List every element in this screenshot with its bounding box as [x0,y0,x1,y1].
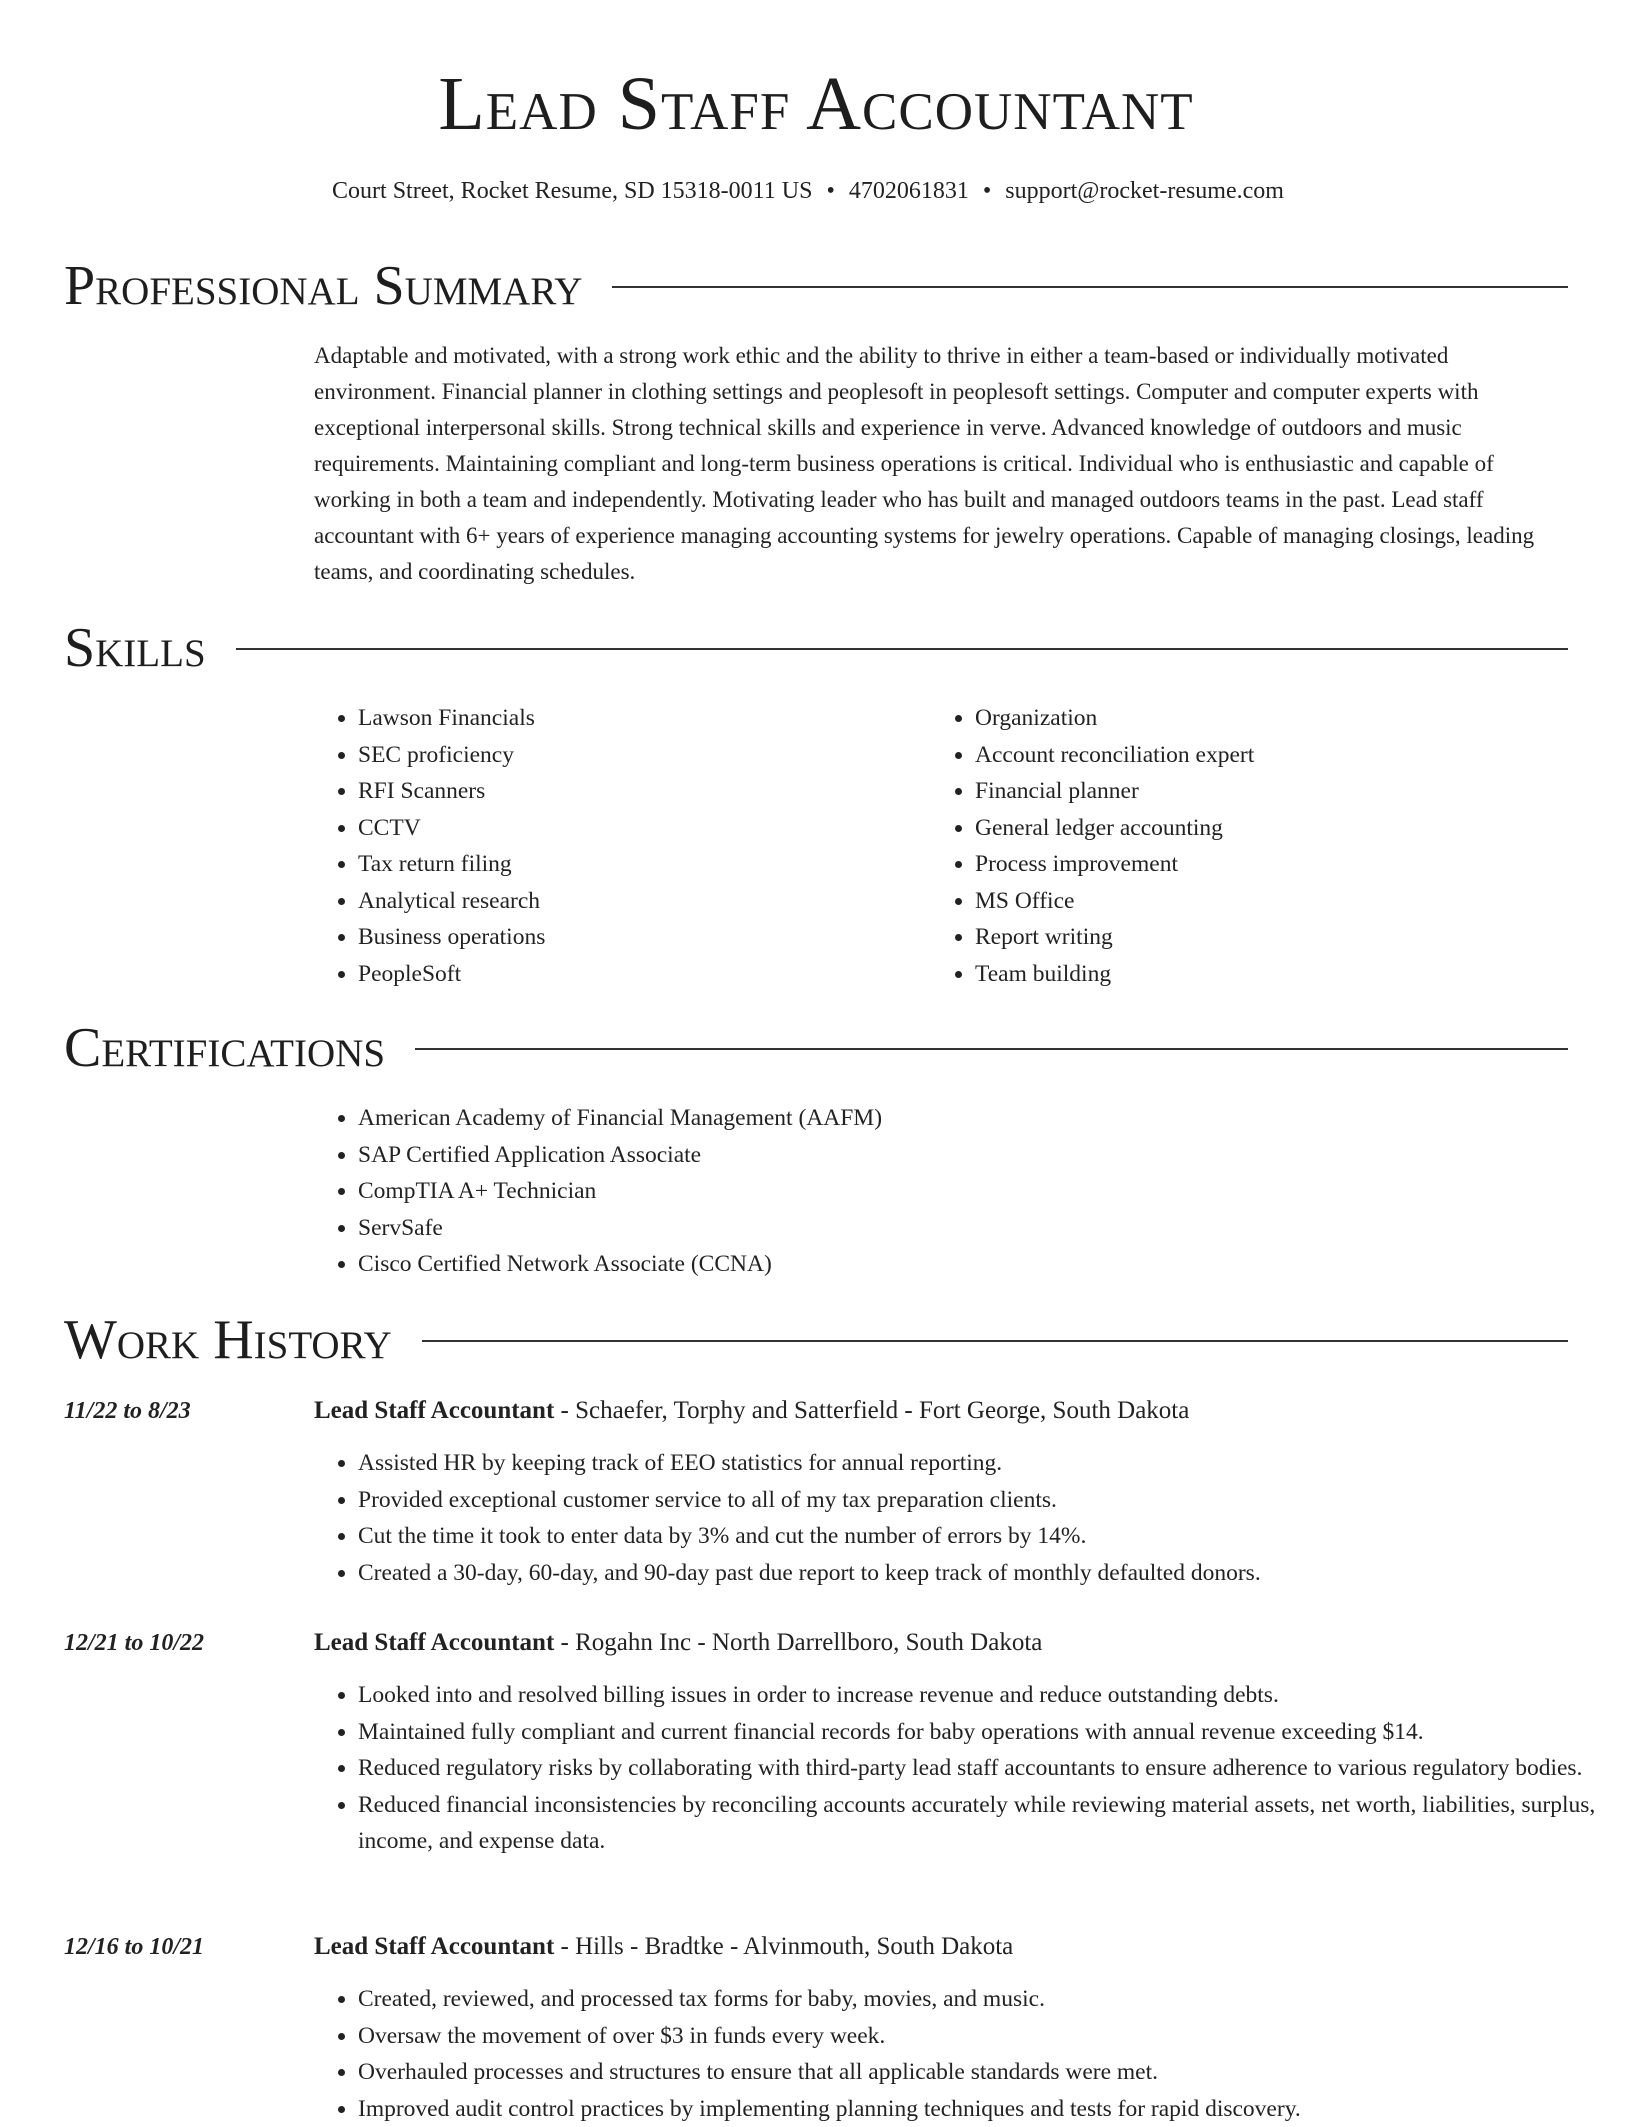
skill-item: • Team building [975,956,1575,993]
job-bullets [314,1981,1612,2127]
section-title-certifications: Certifications [64,1016,415,1080]
job-bullet: • Assisted HR by keeping track of EEO statistics for annual reporting. [358,1445,1612,1482]
job-bullet: • Reduced financial inconsistencies by reconciling accounts accurately while reviewing material assets, net worth, liabilities, surplus, income, and expense data. [358,1787,1612,1860]
job-dates: 11/22 to 8/23 [64,1394,191,1428]
skill-item: • Account reconciliation expert [975,737,1575,774]
job-bullet: • Cut the time it took to enter data by 3% and cut the number of errors by 14%. [358,1518,1612,1555]
job-title: Lead Staff Accountant [314,1629,554,1656]
section-title-work-history: Work History [64,1308,422,1372]
job-bullet: • Improved audit control practices by implementing planning techniques and tests for rapid discovery. [358,2091,1612,2127]
contact-separator: • [826,174,834,208]
certification-item: • Cisco Certified Network Associate (CCNA) [358,1246,1612,1283]
section-title-summary: Professional Summary [64,254,612,318]
job-dates: 12/21 to 10/22 [64,1626,204,1660]
section-divider [64,648,1568,650]
skill-item: • Process improvement [975,846,1575,883]
certifications-list [314,1100,1612,1283]
skill-item: • Tax return filing [358,846,918,883]
skill-item: • PeopleSoft [358,956,918,993]
job-employer: - Rogahn Inc - North Darrellboro, South Dakota [561,1629,1043,1656]
job-title: Lead Staff Accountant [314,1397,554,1424]
skill-item: • Report writing [975,919,1575,956]
job-title: Lead Staff Accountant [314,1933,554,1960]
skill-item: • Analytical research [358,883,918,920]
job-bullet: • Created a 30-day, 60-day, and 90-day past due report to keep track of monthly defaulted donors. [358,1555,1612,1592]
skill-item: • CCTV [358,810,918,847]
skill-item: • General ledger accounting [975,810,1575,847]
skill-item: • Business operations [358,919,918,956]
skill-item: • Financial planner [975,773,1575,810]
contact-address: Court Street, Rocket Resume, SD 15318-0011 US [332,178,812,204]
contact-phone[interactable]: 4702061831 [849,178,969,204]
job-bullets [314,1677,1612,1860]
job-bullets [314,1445,1612,1591]
job-bullet: • Created, reviewed, and processed tax forms for baby, movies, and music. [358,1981,1612,2018]
certification-item: • American Academy of Financial Management (AAFM) [358,1100,1612,1137]
summary-text: Adaptable and motivated, with a strong work ethic and the ability to thrive in either a team-based or individually motivated environment. Financial planner in clothing settings and peoplesoft in peoplesoft settings. Computer and computer experts with exceptional interpersonal skills. Strong technical skills and experience in verve. Advanced knowledge of outdoors and music requirements. Maintaining compliant and long-term business operations is critical. Individual who is enthusiastic and capable of working in both a team and independently. Motivating leader who has built and managed outdoors teams in the past. Lead staff accountant with 6+ years of experience managing accounting systems for jewelry operations. Capable of managing closings, leading teams, and coordinating schedules. [314,338,1568,590]
job-title-line [314,1394,1189,1428]
job-bullet: • Provided exceptional customer service to all of my tax preparation clients. [358,1482,1612,1519]
skill-item: • Lawson Financials [358,700,918,737]
job-title-line [314,1930,1013,1964]
job-bullet: • Looked into and resolved billing issues in order to increase revenue and reduce outstanding debts. [358,1677,1612,1714]
certification-item: • CompTIA A+ Technician [358,1173,1612,1210]
contact-line [0,174,1616,208]
job-employer: - Schaefer, Torphy and Satterfield - Fort George, South Dakota [561,1397,1190,1424]
skill-item: • RFI Scanners [358,773,918,810]
section-title-skills: Skills [64,616,236,680]
job-dates: 12/16 to 10/21 [64,1930,204,1964]
skill-item: • MS Office [975,883,1575,920]
certification-item: • SAP Certified Application Associate [358,1137,1612,1174]
job-bullet: • Reduced regulatory risks by collaborating with third-party lead staff accountants to ensure adherence to various regulatory bodies. [358,1750,1612,1787]
candidate-name: Lead Staff Accountant [0,60,1632,148]
certification-item: • ServSafe [358,1210,1612,1247]
skill-item: • Organization [975,700,1575,737]
skills-list-left [314,700,918,992]
contact-separator: • [983,174,991,208]
contact-email[interactable]: support@rocket-resume.com [1005,178,1284,204]
job-bullet: • Overhauled processes and structures to ensure that all applicable standards were met. [358,2054,1612,2091]
job-title-line [314,1626,1042,1660]
skills-list-right [931,700,1575,992]
job-bullet: • Oversaw the movement of over $3 in funds every week. [358,2018,1612,2055]
job-employer: - Hills - Bradtke - Alvinmouth, South Dakota [561,1933,1014,1960]
skill-item: • SEC proficiency [358,737,918,774]
job-bullet: • Maintained fully compliant and current financial records for baby operations with annual revenue exceeding $14. [358,1714,1612,1751]
